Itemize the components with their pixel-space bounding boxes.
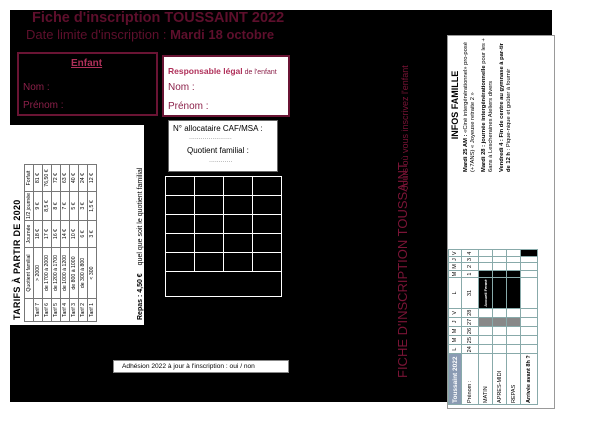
table-cell: 5 € [70, 192, 79, 221]
calendar-slot[interactable] [493, 270, 507, 278]
table-cell: de 1200 à 1700 [52, 248, 61, 299]
calendar-slot[interactable] [479, 336, 493, 345]
calendar-date: 1 [462, 270, 479, 278]
table-cell: 81 € [34, 165, 43, 192]
table-cell: 3 € [79, 192, 88, 221]
table-cell: Tarif 2 [79, 299, 88, 322]
calendar-slot[interactable] [521, 263, 538, 271]
table-cell: Forfait [25, 165, 34, 192]
quotient-field[interactable]: Quotient familial : [187, 146, 249, 155]
calendar-date: 25 [462, 336, 479, 345]
calendar-slot[interactable] [493, 250, 507, 257]
responsable-box [162, 55, 290, 117]
calendar-prenom: Prénom : [462, 354, 479, 405]
table-cell: 16 € [52, 221, 61, 248]
repas-note: quel que soit le quotient familial [137, 167, 144, 266]
table-cell: de 800 à 1000 [70, 248, 79, 299]
responsable-heading: Responsable légal de l'enfant [168, 66, 277, 76]
calendar-day: L [449, 278, 462, 308]
table-cell: 76,50 € [43, 165, 52, 192]
calendar-day: J [449, 317, 462, 326]
calendar-date: 24 [462, 345, 479, 354]
table-cell [25, 299, 34, 322]
table-cell: 7 € [61, 192, 70, 221]
table-row [70, 165, 79, 322]
infos-heading: INFOS FAMILLE [450, 70, 460, 140]
calendar-slot[interactable] [521, 308, 538, 317]
calendar-slot[interactable] [479, 317, 493, 326]
calendar-slot[interactable] [493, 326, 507, 335]
table-cell: 1,5 € [88, 192, 97, 221]
calendar-slot[interactable] [493, 345, 507, 354]
calendar-date: 2 [462, 263, 479, 271]
calendar-day: V [449, 250, 462, 257]
tarifs-table-wrap [24, 164, 97, 322]
calendar-day: J [449, 257, 462, 263]
calendar-slot[interactable] [479, 326, 493, 335]
calendar-day: M [449, 336, 462, 345]
infos-wrap [448, 38, 513, 172]
table-cell: 24 € [79, 165, 88, 192]
page-title: Fiche d'inscription TOUSSAINT 2022 [32, 10, 285, 26]
table-cell: Tarif 7 [34, 299, 43, 322]
table-cell: de 300 à 800 [79, 248, 88, 299]
table-cell: 17 € [43, 221, 52, 248]
responsable-nom-field[interactable]: Nom : [168, 82, 195, 93]
calendar-slot[interactable] [493, 308, 507, 317]
calendar-date: 3 [462, 257, 479, 263]
deadline-prefix: Date limite d'inscription : [26, 27, 171, 42]
calendar-slot[interactable] [479, 263, 493, 271]
calendar-banner: Toussaint 2022 [449, 354, 462, 405]
table-cell: de 1000 à 1200 [61, 248, 70, 299]
calendar-day: M [449, 270, 462, 278]
calendar-slot[interactable] [507, 308, 521, 317]
table-cell: 40 € [70, 165, 79, 192]
calendar-slot[interactable] [507, 326, 521, 335]
table-cell: 18 € [34, 221, 43, 248]
table-cell: Tarif 5 [52, 299, 61, 322]
calendar-slot[interactable] [493, 263, 507, 271]
calendar-slot[interactable] [493, 278, 507, 308]
repas-wrap [137, 168, 144, 320]
enfant-nom-field[interactable]: Nom : [23, 82, 50, 93]
table-row [52, 165, 61, 322]
table-cell: Tarif 3 [70, 299, 79, 322]
calendar-slot[interactable] [521, 250, 538, 257]
calendar-slot[interactable] [521, 317, 538, 326]
calendar-day: M [449, 263, 462, 271]
calendar-day: V [449, 308, 462, 317]
calendar-slot[interactable] [507, 250, 521, 257]
table-cell: Quotient familial [25, 248, 34, 299]
table-row [88, 165, 97, 322]
calendar-wrap [448, 249, 538, 405]
calendar-table[interactable] [448, 249, 538, 405]
table-cell: 8 € [52, 192, 61, 221]
calendar-slot[interactable] [479, 257, 493, 263]
table-cell: 9 € [34, 192, 43, 221]
infos-p3: Vendredi 4 : Fin de centre au gymnase à par-tir de 12 h : Pique-nique et goûter à fournir [499, 43, 512, 172]
calendar-slot[interactable] [507, 345, 521, 354]
calendar-slot[interactable] [507, 270, 521, 278]
calendar-slot[interactable] [507, 336, 521, 345]
vertical-subtitle-wrap [400, 65, 410, 190]
table-cell: de 1700 à 2000 [43, 248, 52, 299]
calendar-slot[interactable]: Accueil Fermé [479, 278, 493, 308]
table-cell: 1/2 journée [26, 193, 32, 219]
enfant-prenom-field[interactable]: Prénom : [23, 100, 64, 111]
table-cell: 14 € [61, 221, 70, 248]
calendar-slot[interactable] [521, 326, 538, 335]
registration-grid[interactable] [165, 176, 282, 297]
tarifs-table [24, 164, 97, 322]
calendar-slot[interactable] [479, 308, 493, 317]
calendar-row-label: Arrivée avant 8h ? [521, 354, 538, 405]
repas-label: Repas : 4,50 € [137, 273, 144, 320]
table-row [34, 165, 43, 322]
vertical-subtitle: Jours où vous inscrivez l'enfant [400, 65, 410, 190]
infos-p2: Mardi 28 : journée intergénérationnelle pour les + 6ans à Lescheraines Ateliers divers [481, 38, 494, 172]
calendar-date: 27 [462, 317, 479, 326]
table-cell: > 2000 [34, 248, 43, 299]
calendar-slot[interactable] [493, 336, 507, 345]
quotient-dots: ............ [209, 157, 233, 164]
calendar-slot[interactable] [507, 263, 521, 271]
calendar-date: 28 [462, 308, 479, 317]
tarifs-header-row [25, 165, 34, 322]
calendar-slot[interactable] [493, 257, 507, 263]
table-row [61, 165, 70, 322]
table-cell: 72 € [52, 165, 61, 192]
enfant-box [17, 52, 158, 116]
calendar-slot[interactable] [507, 317, 521, 326]
table-row [43, 165, 52, 322]
enfant-heading: Enfant [71, 58, 103, 69]
calendar-row-label: APRES-MIDI [493, 354, 507, 405]
allocataire-field[interactable]: N° allocataire CAF/MSA : [173, 124, 263, 133]
deadline [26, 27, 274, 42]
calendar-date: 4 [462, 250, 479, 257]
calendar-slot[interactable] [493, 317, 507, 326]
table-cell: Journée [25, 221, 34, 248]
table-row [79, 165, 88, 322]
allocataire-dots: ...................... [189, 134, 232, 141]
table-cell: 63 € [61, 165, 70, 192]
calendar-day: M [449, 326, 462, 335]
calendar-slot[interactable] [479, 270, 493, 278]
table-cell: 8,5 € [43, 192, 52, 221]
table-cell: Tarif 6 [43, 299, 52, 322]
calendar-slot[interactable] [521, 278, 538, 308]
calendar-slot[interactable] [507, 257, 521, 263]
calendar-slot[interactable] [521, 336, 538, 345]
calendar-slot[interactable] [479, 345, 493, 354]
calendar-row-label: MATIN [479, 354, 493, 405]
vertical-title: FICHE D'INSCRIPTION TOUSSAINT [395, 162, 410, 378]
table-cell: Tarif 4 [61, 299, 70, 322]
table-cell: Tarif 1 [88, 299, 97, 322]
calendar-date: 26 [462, 326, 479, 335]
table-cell: 10 € [70, 221, 79, 248]
deadline-date: Mardi 18 octobre [170, 27, 275, 42]
tarifs-title: TARIFS À PARTIR DE 2020 [12, 199, 22, 320]
calendar-day: L [449, 345, 462, 354]
calendar-slot[interactable] [521, 270, 538, 278]
calendar-slot[interactable] [521, 345, 538, 354]
calendar-slot[interactable] [521, 257, 538, 263]
calendar-date: 31 [462, 278, 479, 308]
tarifs-title-wrap [12, 199, 22, 320]
table-cell: 6 € [79, 221, 88, 248]
table-cell: 3 € [88, 221, 97, 248]
infos-p1: Mardi 25 AM : «Ciné intergénérationnel» pro-posé (+7ANS) « Joyeuse retraite 2 » [463, 42, 476, 172]
responsable-prenom-field[interactable]: Prénom : [168, 101, 209, 112]
calendar-row-label: REPAS [507, 354, 521, 405]
table-cell: 12 € [88, 165, 97, 192]
calendar-slot[interactable] [479, 250, 493, 257]
table-cell: < 300 [88, 248, 97, 299]
calendar-slot[interactable] [507, 278, 521, 308]
adhesion-field[interactable]: Adhésion 2022 à jour à l'inscription : oui / non [113, 360, 289, 373]
vertical-title-wrap [395, 162, 410, 378]
allocataire-box [168, 120, 278, 172]
